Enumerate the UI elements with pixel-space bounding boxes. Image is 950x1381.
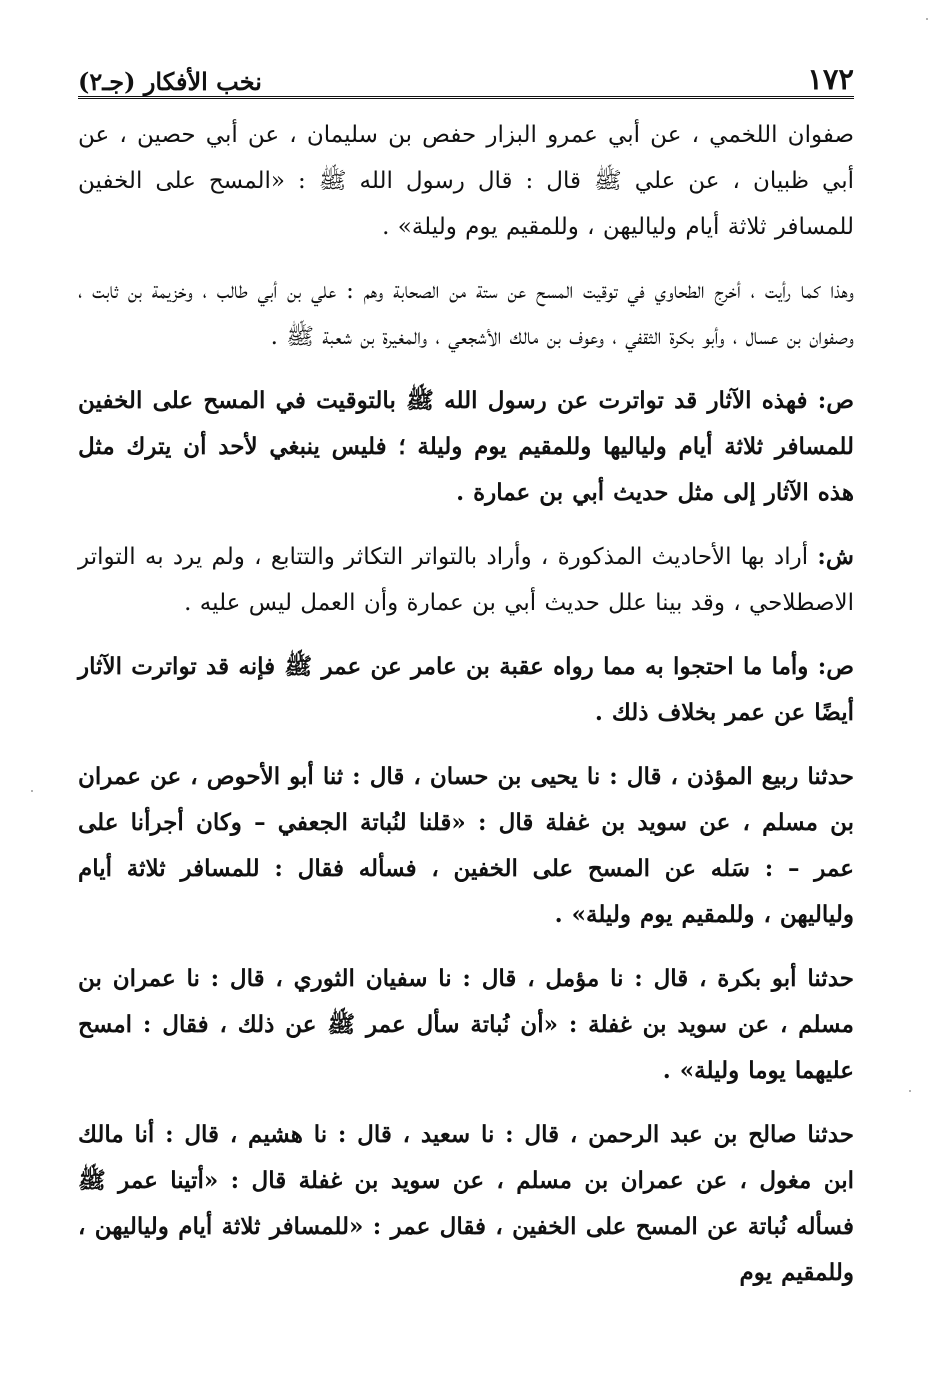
paragraph-gap (78, 524, 854, 525)
scan-speck (926, 18, 928, 20)
paragraph-gap (78, 946, 854, 947)
paragraph-gap (78, 634, 854, 635)
page-number: ١٧٢ (807, 62, 854, 96)
paragraph-matn-2 (78, 644, 854, 736)
paragraph-gap (78, 1102, 854, 1103)
paragraph-hadith-1: حدثنا ربيع المؤذن ، قال : نا يحيى بن حسان ، قال : ثنا أبو الأحوص ، عن عمران بن مسلم ، عن سويد بن غفلة قال : «قلنا لنُباتة الجعفي – وكان أجرأنا على عمر – : سَله عن المسح على الخفين ، فسأله فقال : للمسافر ثلاثة أيام ولياليهن ، وللمقيم يوم وليلة» . (78, 763, 854, 928)
paragraph-gap (78, 744, 854, 745)
matn-marker: ص: (817, 653, 854, 680)
matn-text: وأما ما احتجوا به مما رواه عقبة بن عامر عن عمر ﷺ فإنه قد تواترت الآثار أيضًا عن عمر بخلاف ذلك . (78, 653, 854, 726)
matn-marker: ص: (817, 387, 854, 414)
paragraph-gap (78, 368, 854, 369)
paragraph-gap (78, 258, 854, 259)
paragraph-matn-1 (78, 378, 854, 516)
matn-text: فهذه الآثار قد تواترت عن رسول الله ﷺ بالتوقيت في المسح على الخفين للمسافر ثلاثة أيام ولياليها وللمقيم يوم وليلة ؛ فليس ينبغي لأحد أن يترك مثل هذه الآثار إلى مثل حديث أبي بن عمارة . (78, 387, 854, 506)
paragraph-hadith-3: حدثنا صالح بن عبد الرحمن ، قال : نا سعيد ، قال : نا هشيم ، قال : أنا مالك ابن مغول ، عن عمران بن مسلم ، عن سويد بن غفلة قال : «أتينا عمر ﷺ فسأله نُباتة عن المسح على الخفين ، فقال عمر : «للمسافر ثلاثة أيام ولياليهن ، وللمقيم يوم (78, 1121, 855, 1286)
explanation-marker: ش: (817, 543, 854, 570)
paragraph-explanation-1 (78, 534, 854, 626)
scan-speck (909, 1090, 911, 1092)
paragraph-hadith-2: حدثنا أبو بكرة ، قال : نا مؤمل ، قال : نا سفيان الثوري ، قال : نا عمران بن مسلم ، عن سويد بن غفلة : «أن نُباتة سأل عمر ﷺ عن ذلك ، فقال : امسح عليهما يوما وليلة» . (78, 965, 854, 1084)
paragraph-narration-1: صفوان اللخمي ، عن أبي عمرو البزار حفص بن سليمان ، عن أبي حصين ، عن أبي ظبيان ، عن علي ﷺ قال : قال رسول الله ﷺ : «المسح على الخفين للمسافر ثلاثة أيام ولياليهن ، وللمقيم يوم وليلة» . (78, 122, 855, 240)
explanation-text: أراد بها الأحاديث المذكورة ، وأراد بالتواتر التكاثر والتتابع ، ولم يرد به التواتر الاصطلاحي ، وقد بينا علل حديث أبي بن عمارة وأن العمل ليس عليه . (78, 544, 854, 616)
page-content (78, 112, 854, 1296)
running-title: نخب الأفكار (جـ٢) (78, 67, 262, 96)
page-header (78, 48, 854, 99)
scan-speck (31, 790, 33, 792)
paragraph-commentary-1: وهذا كما رأيت ، أخرج الطحاوي في توقيت المسح عن ستة من الصحابة وهم : علي بن أبي طالب ، وخزيمة بن ثابت ، وصفوان بن عسال ، وأبو بكرة الثقفي ، وعوف بن مالك الأشجعي ، والمغيرة بن شعبة ﷺ . (78, 278, 855, 350)
